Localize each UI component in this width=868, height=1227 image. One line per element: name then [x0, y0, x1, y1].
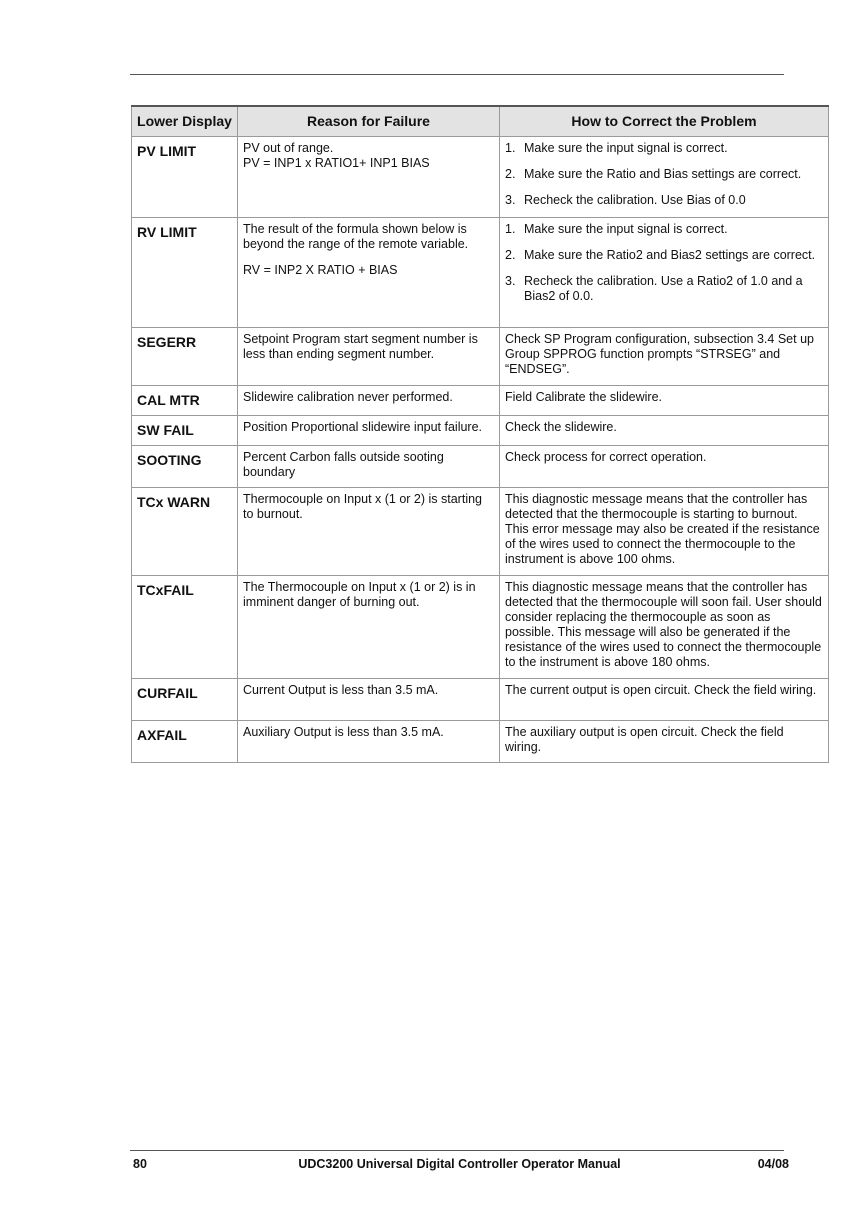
error-code: CAL MTR: [132, 386, 238, 416]
step-number: 1.: [505, 141, 516, 155]
correction-step: [505, 141, 823, 156]
error-code: RV LIMIT: [132, 218, 238, 328]
table-row: [132, 416, 829, 446]
table-row: [132, 679, 829, 721]
step-text: Make sure the Ratio2 and Bias2 settings are correct.: [524, 248, 816, 262]
reason-line: PV out of range.: [243, 141, 334, 155]
table-row: [132, 721, 829, 763]
correction: [500, 218, 829, 328]
failure-reason: Percent Carbon falls outside sooting boundary: [238, 446, 500, 488]
page-footer: [130, 1156, 789, 1172]
error-code: TCx WARN: [132, 488, 238, 576]
diagnostic-table: [131, 105, 829, 763]
step-text: Recheck the calibration. Use Bias of 0.0: [524, 193, 746, 207]
correction: The current output is open circuit. Check the field wiring.: [500, 679, 829, 721]
correction-step: [505, 248, 823, 263]
table-row: [132, 328, 829, 386]
failure-reason: Setpoint Program start segment number is less than ending segment number.: [238, 328, 500, 386]
correction: [500, 137, 829, 218]
correction-step: [505, 274, 823, 304]
error-code: SW FAIL: [132, 416, 238, 446]
step-text: Recheck the calibration. Use a Ratio2 of 1.0 and a Bias2 of 0.0.: [524, 274, 803, 303]
footer-rule: [130, 1150, 784, 1151]
reason-formula: RV = INP2 X RATIO + BIAS: [243, 263, 398, 277]
correction: The auxiliary output is open circuit. Check the field wiring.: [500, 721, 829, 763]
failure-reason: Slidewire calibration never performed.: [238, 386, 500, 416]
correction: Check SP Program configuration, subsection 3.4 Set up Group SPPROG function prompts “STRSEG” and “ENDSEG”.: [500, 328, 829, 386]
error-code: PV LIMIT: [132, 137, 238, 218]
table-row: [132, 386, 829, 416]
error-code: AXFAIL: [132, 721, 238, 763]
publication-date: 04/08: [757, 1157, 789, 1171]
step-text: Make sure the Ratio and Bias settings are correct.: [524, 167, 802, 181]
correction-step: [505, 167, 823, 182]
error-code: SEGERR: [132, 328, 238, 386]
correction-step: [505, 193, 823, 208]
correction: Check the slidewire.: [500, 416, 829, 446]
step-number: 3.: [505, 274, 516, 288]
failure-reason: Current Output is less than 3.5 mA.: [238, 679, 500, 721]
step-number: 3.: [505, 193, 516, 207]
header-rule: [130, 74, 784, 75]
table-row: [132, 446, 829, 488]
step-text: Make sure the input signal is correct.: [524, 222, 728, 236]
failure-reason: [238, 218, 500, 328]
table-row: [132, 488, 829, 576]
header-lower-display: Lower Display: [132, 106, 238, 137]
failure-reason: The Thermocouple on Input x (1 or 2) is in imminent danger of burning out.: [238, 576, 500, 679]
correction: This diagnostic message means that the controller has detected that the thermocouple will soon fail. User should consider replacing the thermocouple as soon as possible. This message will also be generated if the resistance of the wires used to connect the thermocouple to the instrument is above 180 ohms.: [500, 576, 829, 679]
table-header-row: [132, 106, 829, 137]
failure-reason: Position Proportional slidewire input failure.: [238, 416, 500, 446]
header-reason: Reason for Failure: [238, 106, 500, 137]
failure-reason: [238, 137, 500, 218]
correction-steps: [505, 222, 823, 304]
correction: This diagnostic message means that the controller has detected that the thermocouple is starting to burnout. This error message may also be created if the resistance of the wires used to connect the thermocouple to the instrument is above 100 ohms.: [500, 488, 829, 576]
header-fix: How to Correct the Problem: [500, 106, 829, 137]
step-number: 2.: [505, 167, 516, 181]
step-number: 1.: [505, 222, 516, 236]
step-text: Make sure the input signal is correct.: [524, 141, 728, 155]
reason-formula: PV = INP1 x RATIO1+ INP1 BIAS: [243, 156, 430, 170]
correction: Field Calibrate the slidewire.: [500, 386, 829, 416]
error-code: TCxFAIL: [132, 576, 238, 679]
correction: Check process for correct operation.: [500, 446, 829, 488]
table-row: [132, 137, 829, 218]
table-row: [132, 576, 829, 679]
failure-reason: Thermocouple on Input x (1 or 2) is starting to burnout.: [238, 488, 500, 576]
correction-steps: [505, 141, 823, 208]
table-row: [132, 218, 829, 328]
error-code: CURFAIL: [132, 679, 238, 721]
step-number: 2.: [505, 248, 516, 262]
failure-reason: Auxiliary Output is less than 3.5 mA.: [238, 721, 500, 763]
page-number: 80: [133, 1157, 147, 1171]
reason-line: The result of the formula shown below is beyond the range of the remote variable.: [243, 222, 469, 251]
error-code: SOOTING: [132, 446, 238, 488]
correction-step: [505, 222, 823, 237]
manual-title: UDC3200 Universal Digital Controller Operator Manual: [298, 1157, 621, 1171]
